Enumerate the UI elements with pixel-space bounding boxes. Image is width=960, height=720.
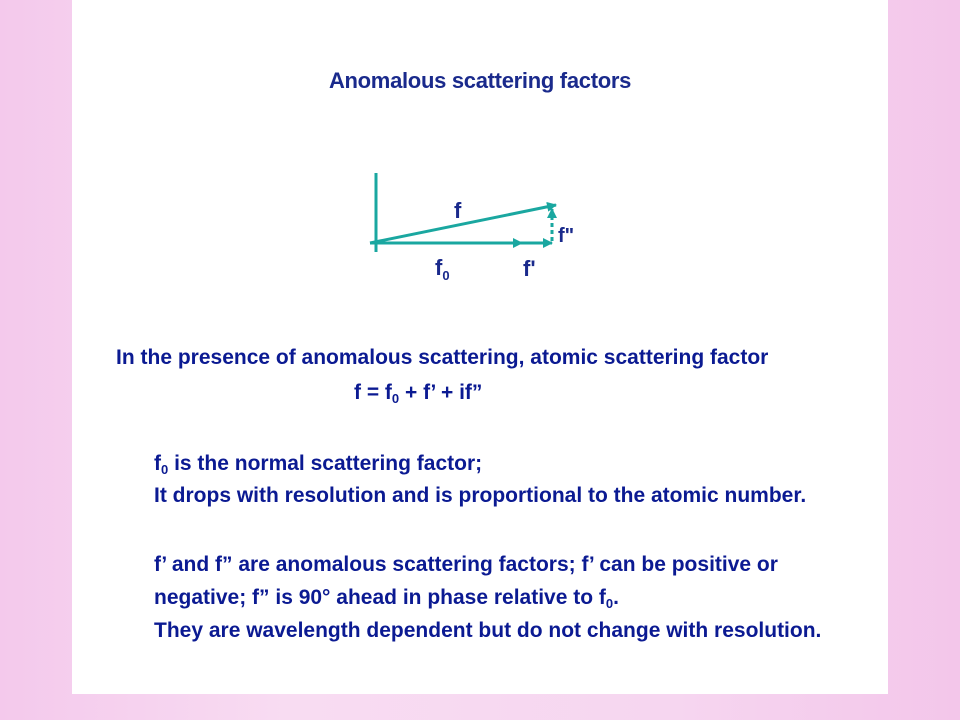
slide (72, 0, 888, 694)
f0-label: $f_0$ (435, 255, 450, 283)
phase-note: negative; f” is 90° ahead in phase relative to $f_0$. (154, 586, 619, 611)
fprime-label: f' (523, 256, 536, 281)
equation: $f = f_0 + f$’ + if” (354, 381, 483, 406)
f-label: f (454, 198, 462, 223)
presence-line: In the presence of anomalous scattering, atomic scattering factor (116, 346, 769, 369)
f0-description: $f_0$ is the normal scattering factor; (154, 452, 483, 477)
anomalous-description: f’ and f” are anomalous scattering factors; f’ can be positive or (154, 553, 778, 576)
wavelength-note: They are wavelength dependent but do not change with resolution. (154, 619, 822, 642)
vector-diagram (72, 0, 888, 300)
f-vector (370, 205, 556, 243)
fdouble-label: f" (558, 225, 575, 247)
f0-resolution-note: It drops with resolution and is proportional to the atomic number. (154, 484, 807, 507)
slide-title: Anomalous scattering factors (328, 68, 632, 93)
